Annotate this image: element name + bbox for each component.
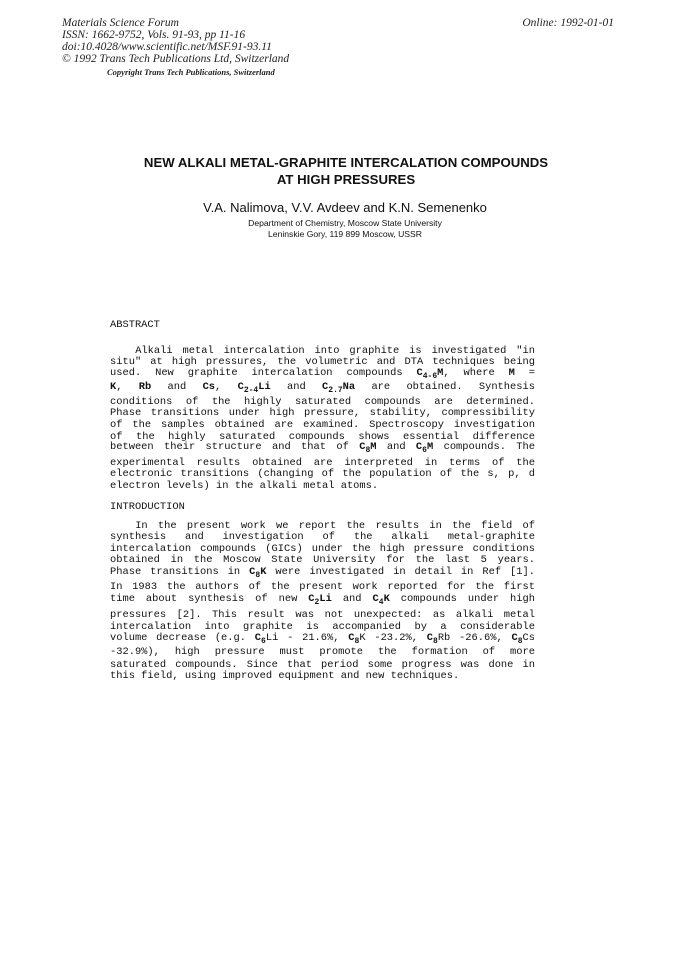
text-line: pressures [2]. This result was not unexpected: as alkali metal (110, 609, 535, 621)
text-line: In 1983 the authors of the present work reported for the first (110, 581, 535, 593)
title-line-1: NEW ALKALI METAL-GRAPHITE INTERCALATION COMPOUNDS (143, 155, 549, 170)
text-line: between their structure and that of $C_8M$ and $C_6M$ compounds. The (110, 441, 535, 455)
text-line: saturated compounds. Since that period some progress was done in (110, 659, 535, 671)
text-line: intercalation into graphite is accompanied by a considerable (110, 621, 535, 633)
journal-name: Materials Science Forum (62, 17, 179, 29)
text-line: experimental results obtained are interpreted in terms of the (110, 457, 535, 469)
abstract-heading: ABSTRACT (110, 319, 160, 331)
doi-line: doi:10.4028/www.scientific.net/MSF.91-93.11 (62, 41, 272, 53)
text-line: -32.9%), high pressure must promote the formation of more (110, 646, 535, 658)
text-line: of the samples obtained are examined. Spectroscopy investigation (110, 419, 535, 431)
text-line: K, Rb and Cs, $C_{2-4}Li$ and $C_{2.7}Na$ are obtained. Synthesis (110, 381, 535, 395)
affiliation-line-2: Leninskie Gory, 119 899 Moscow, USSR (268, 229, 422, 239)
introduction-heading: INTRODUCTION (110, 501, 185, 513)
text-line: used. New graphite intercalation compounds $C_{4-6}M$, where M = (110, 367, 535, 381)
copyright-year-line: © 1992 Trans Tech Publications Ltd, Switzerland (62, 53, 290, 65)
text-line: time about synthesis of new $C_2Li$ and $C_4K$ compounds under high (110, 593, 535, 607)
issn-line: ISSN: 1662-9752, Vols. 91-93, pp 11-16 (62, 29, 246, 41)
text-line: situ" at high pressures, the volumetric and DTA techniques being (110, 356, 535, 368)
affiliation (0, 218, 678, 240)
text-line: Phase transitions under high pressure, stability, compressibility (110, 407, 535, 419)
text-line: volume decrease (e.g. $C_6Li - 21.6\%$, $C_8K$ -23.2%, $C_8Rb$ -26.6%, $C_8Cs$ (110, 632, 536, 646)
paper-title (0, 154, 678, 188)
online-date: Online: 1992-01-01 (522, 17, 614, 29)
text-line: intercalation compounds (GICs) under the high pressure conditions (110, 543, 535, 555)
text-line: of the highly saturated compounds shows essential difference (110, 431, 535, 443)
affiliation-line-1: Department of Chemistry, Moscow State University (248, 218, 442, 228)
text-line: In the present work we report the results in the field of (135, 520, 535, 532)
text-line: electron levels) in the alkali metal atoms. (110, 480, 379, 492)
text-line: this field, using improved equipment and new techniques. (110, 670, 460, 682)
text-line: Alkali metal intercalation into graphite is investigated "in (135, 345, 535, 357)
copyright-notice: Copyright Trans Tech Publications, Switzerland (107, 67, 275, 77)
text-line: obtained in the Moscow State University for the last 5 years. (110, 554, 535, 566)
text-line: conditions of the highly saturated compounds are determined. (110, 396, 535, 408)
text-line: electronic transitions (changing of the population of the s, p, d (110, 468, 535, 480)
text-line: Phase transitions in $C_8K$ were investigated in detail in Ref [1]. (110, 566, 535, 580)
author-list: V.A. Nalimova, V.V. Avdeev and K.N. Semenenko (203, 200, 487, 215)
text-line: synthesis and investigation of the alkali metal-graphite (110, 531, 535, 543)
title-line-2: AT HIGH PRESSURES (276, 172, 416, 187)
journal-header (62, 17, 289, 65)
